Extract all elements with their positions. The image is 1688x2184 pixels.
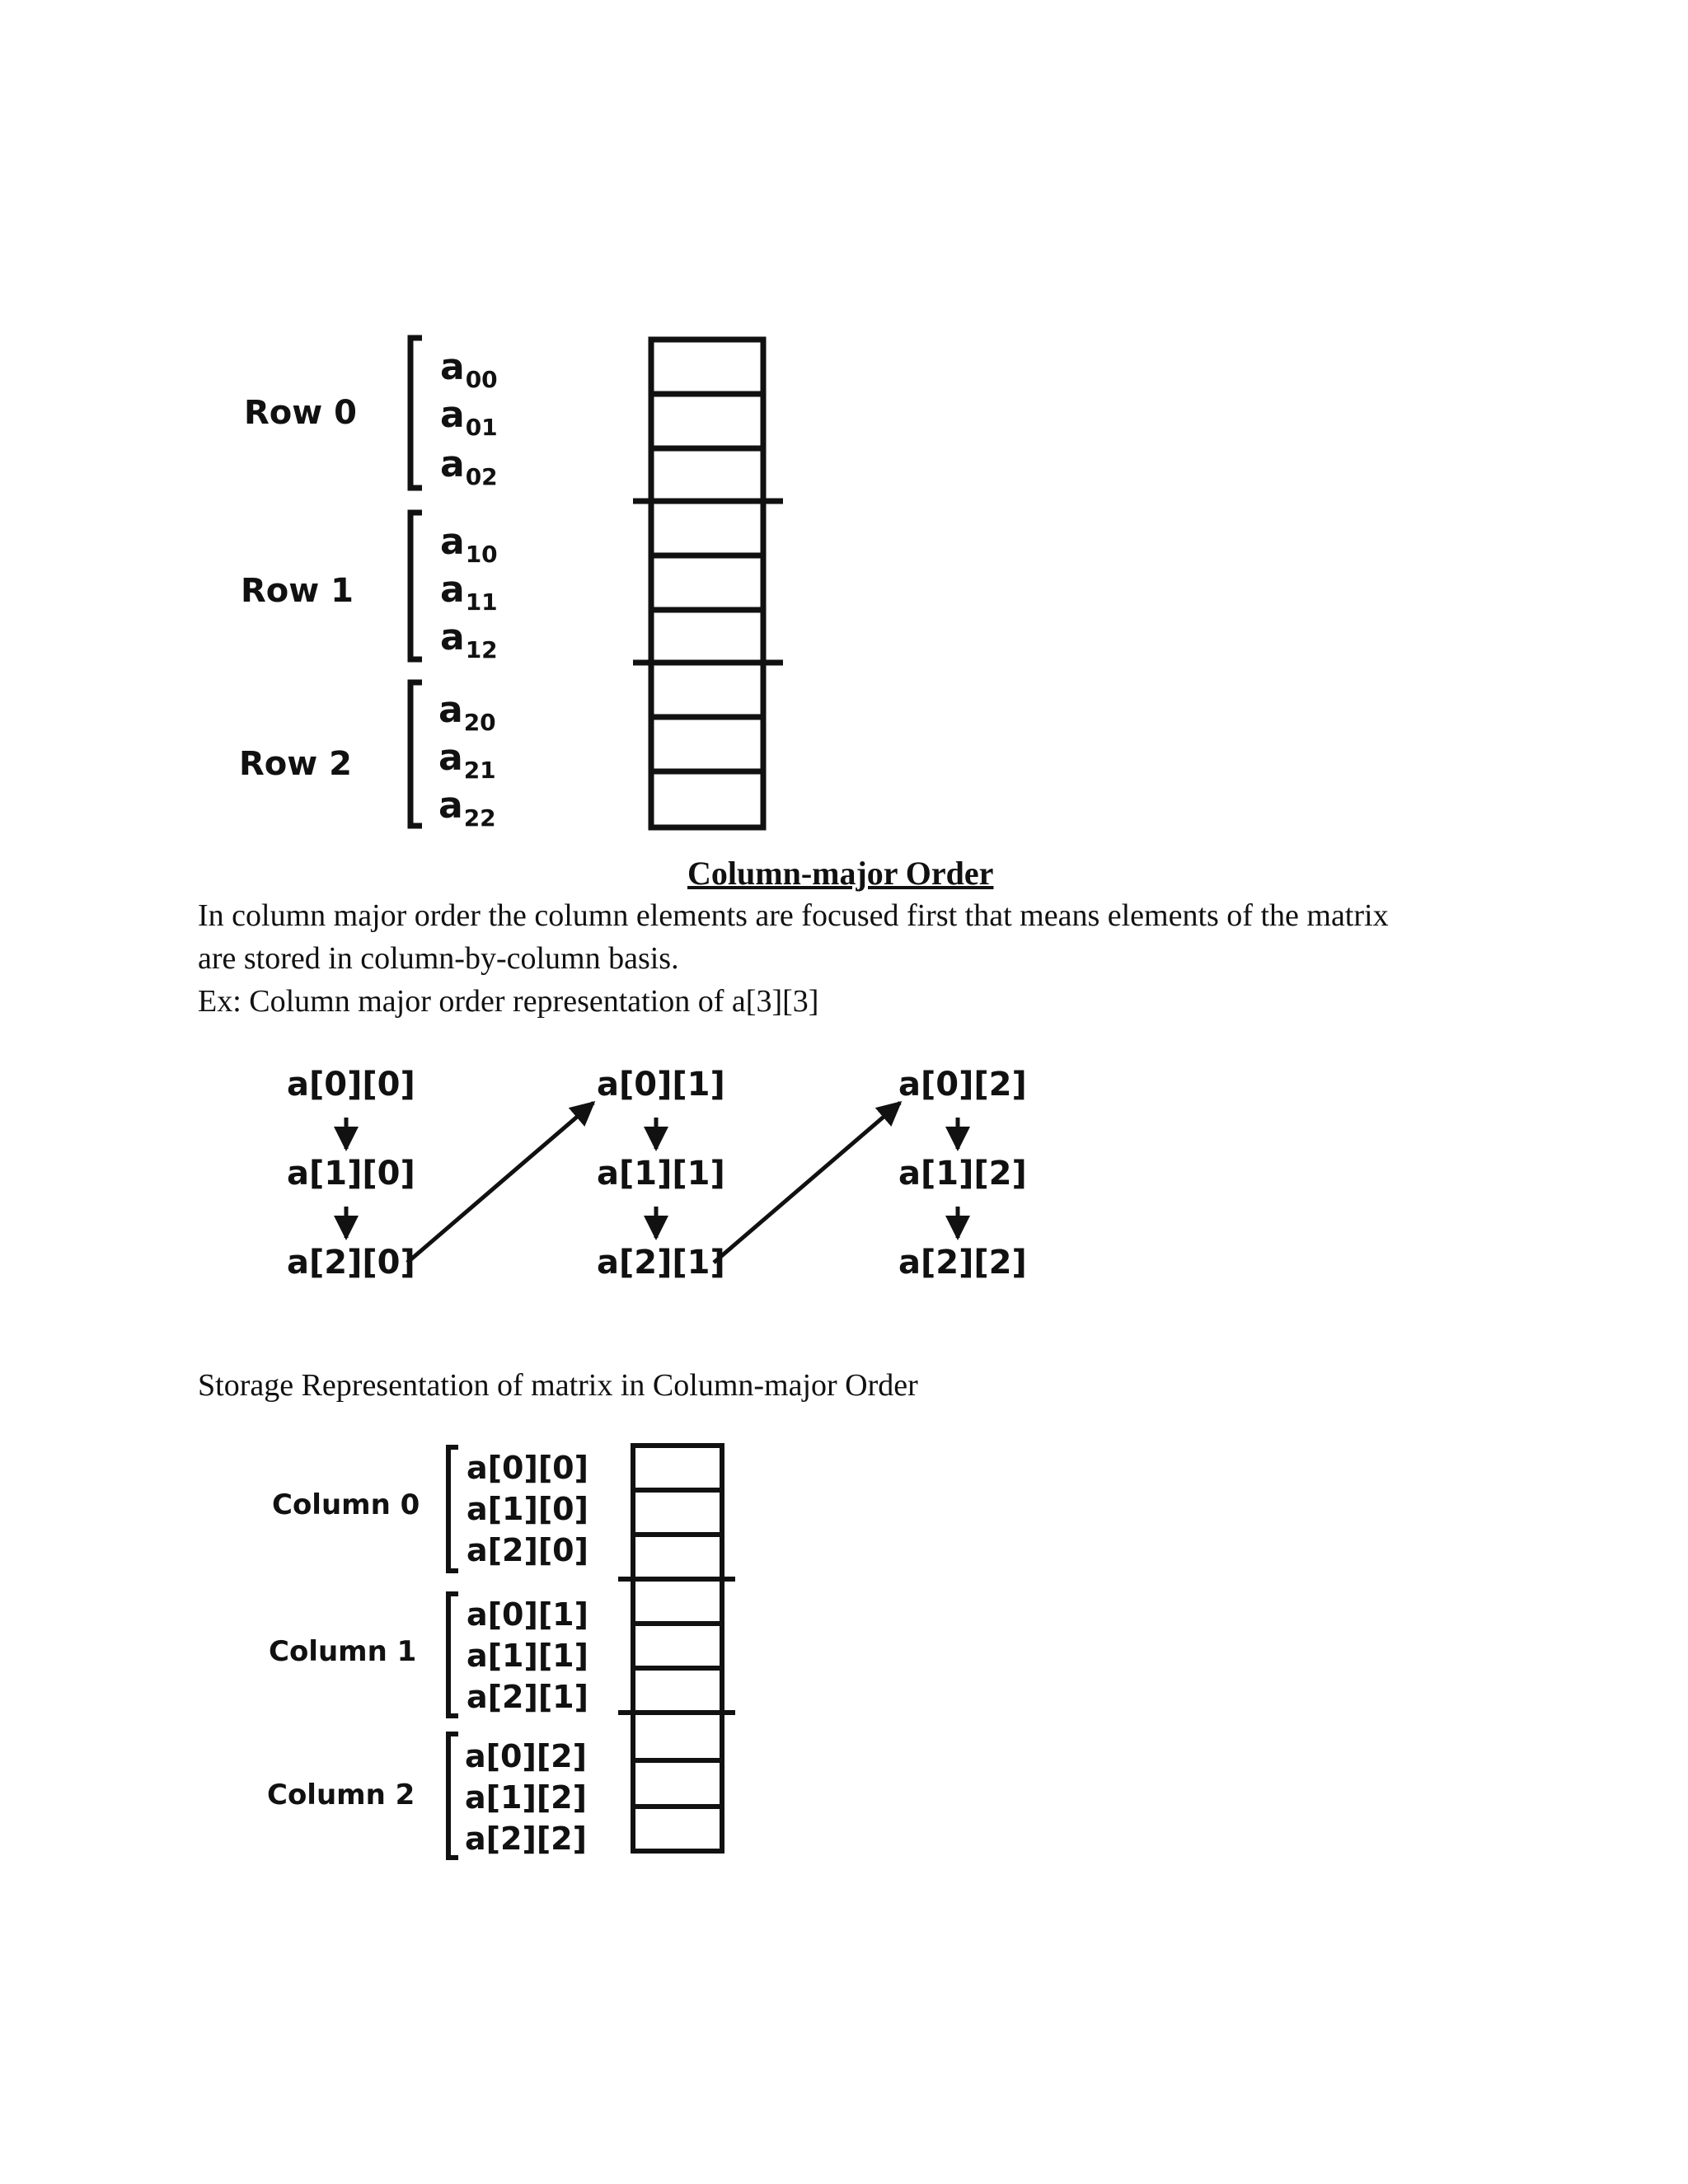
row-1-label: Row 1 [241,572,354,610]
column-1-bracket [448,1594,458,1716]
storage-a20: a[2][0] [467,1532,588,1568]
storage-a10: a[1][0] [467,1491,588,1527]
column-2-label: Column 2 [267,1779,415,1811]
seq-a20: a[2][0] [287,1244,415,1282]
storage-a00: a[0][0] [467,1450,588,1486]
storage-a21: a[2][1] [467,1679,588,1715]
storage-caption: Storage Representation of matrix in Column-major Order [198,1368,918,1403]
column-2-bracket [448,1734,458,1858]
column-major-heading: Column-major Order [687,855,994,892]
row-2-label: Row 2 [239,745,352,783]
seq-a11: a[1][1] [597,1155,725,1193]
seq-a02: a[0][2] [898,1066,1027,1104]
seq-a12: a[1][2] [898,1155,1027,1193]
seq-a00: a[0][0] [287,1066,415,1104]
element-a20: $a_{20}$ [438,689,496,736]
row-major-memory-block [633,340,783,827]
storage-a01: a[0][1] [467,1596,588,1633]
storage-a12: a[1][2] [465,1779,587,1816]
row-0-label: Row 0 [244,394,357,432]
storage-a22: a[2][2] [465,1821,587,1857]
paragraph-line-1: In column major order the column elements are focused first that means elements of the matrix [198,898,1389,933]
element-a00: $a_{00}$ [440,346,498,393]
seq-a22: a[2][2] [898,1244,1027,1282]
row-0-bracket [410,338,422,488]
seq-a10: a[1][0] [287,1155,415,1193]
example-line: Ex: Column major order representation of a[3][3] [198,984,819,1019]
element-a11: $a_{11}$ [440,569,498,616]
column-0-bracket [448,1447,458,1571]
row-2-bracket [410,682,422,826]
storage-a02: a[0][2] [465,1738,587,1774]
element-a21: $a_{21}$ [438,737,496,784]
storage-a11: a[1][1] [467,1638,588,1674]
row-1-bracket [410,513,422,659]
column-0-label: Column 0 [272,1488,420,1521]
seq-a01: a[0][1] [597,1066,725,1104]
element-a10: $a_{10}$ [440,521,498,568]
element-a01: $a_{01}$ [440,394,498,441]
seq-a21: a[2][1] [597,1244,725,1282]
element-a02: $a_{02}$ [440,443,498,490]
column-1-label: Column 1 [269,1635,417,1668]
element-a12: $a_{12}$ [440,616,498,663]
paragraph-line-2: are stored in column-by-column basis. [198,941,679,976]
element-a22: $a_{22}$ [438,785,496,832]
column-major-memory-block [618,1446,735,1851]
